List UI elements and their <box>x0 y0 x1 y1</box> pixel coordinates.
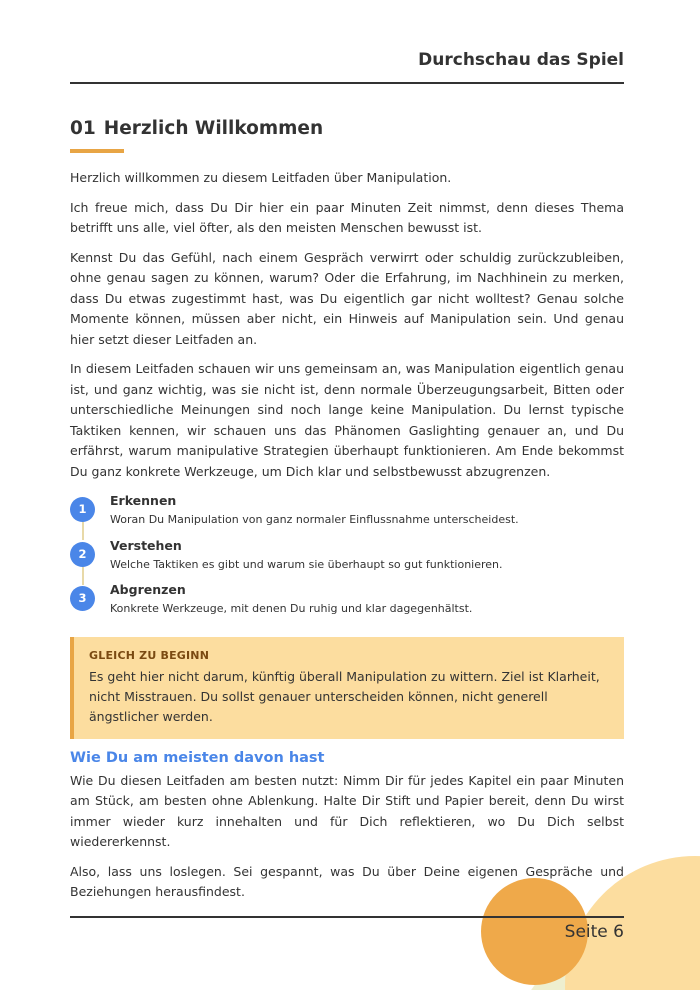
step-number-badge: 1 <box>70 497 95 522</box>
step-title: Erkennen <box>110 493 177 508</box>
step-number-badge: 3 <box>70 586 95 611</box>
running-header: Durchschau das Spiel <box>418 50 624 70</box>
step-item <box>70 494 624 539</box>
header-divider <box>70 82 624 84</box>
page-number: Seite 6 <box>564 922 624 942</box>
callout-label: GLEICH ZU BEGINN <box>89 648 210 662</box>
chapter-number: 01 <box>70 118 96 139</box>
page-content <box>70 168 624 912</box>
footer-divider <box>70 916 624 918</box>
step-item <box>70 539 624 584</box>
section-paragraph-2: Also, lass uns loslegen. Sei gespannt, was Du über Deine eigenen Gespräche und Beziehungen herausfindest. <box>70 863 624 899</box>
step-description: Welche Taktiken es gibt und warum sie überhaupt so gut funktionieren. <box>110 557 503 571</box>
step-number-badge: 2 <box>70 542 95 567</box>
intro-paragraph-3: Kennst Du das Gefühl, nach einem Gespräch verwirrt oder schuldig zurückzubleiben, ohne genau sagen zu können, warum? Oder die Erfahrung, im Nachhinein zu merken, dass Du etwas zugestimmt hast, was Du eigentlich gar nicht wolltest? Genau solche Momente können, müssen aber nicht, ein Hinweis auf Manipulation sein. Und genau hier setzt dieser Leitfaden an. <box>70 249 624 347</box>
step-title: Verstehen <box>110 537 182 553</box>
intro-paragraph-1: Herzlich willkommen zu diesem Leitfaden über Manipulation. <box>70 170 452 185</box>
step-item <box>70 583 624 628</box>
intro-paragraph-2: Ich freue mich, dass Du Dir hier ein paar Minuten Zeit nimmst, denn dieses Thema betrifft uns alle, viel öfter, als den meisten Menschen bewusst ist. <box>70 199 624 235</box>
section-paragraph-1: Wie Du diesen Leitfaden am besten nutzt: Nimm Dir für jedes Kapitel ein paar Minuten am Stück, am besten ohne Ablenkung. Halte Dir Stift und Papier bereit, denn Du wirst immer wieder kurz innehalten und für Dich reflektieren, wo Du Dich selbst wiedererkennst. <box>70 772 624 849</box>
chapter-title-text: Herzlich Willkommen <box>103 118 324 139</box>
callout-text: Es geht hier nicht darum, künftig überall Manipulation zu wittern. Ziel ist Klarheit, nicht Misstrauen. Du sollst genauer unterscheiden können, nicht generell ängstlicher werden. <box>89 668 600 724</box>
chapter-title-underline <box>70 149 124 153</box>
step-description: Woran Du Manipulation von ganz normaler Einflussnahme unterscheidest. <box>110 513 519 526</box>
intro-paragraph-4: In diesem Leitfaden schauen wir uns gemeinsam an, was Manipulation eigentlich genau ist, und ganz wichtig, was sie nicht ist, denn normale Überzeugungsarbeit, Bitten oder unterschiedliche Meinungen sind noch lange keine Manipulation. Du lernst typische Taktiken kennen, wir schauen uns das Phänomen Gaslighting genauer an, und Du erfährst, warum manipulative Strategien überhaupt funktionieren. Am Ende bekommst Du ganz konkrete Werkzeuge, um Dich klar und selbstbewusst abzugrenzen. <box>70 361 624 479</box>
section-heading: Wie Du am meisten davon hast <box>70 749 325 766</box>
callout-box <box>70 637 624 739</box>
chapter-title <box>70 118 323 139</box>
step-description: Konkrete Werkzeuge, mit denen Du ruhig und klar dagegenhältst. <box>110 602 473 615</box>
step-list <box>70 494 624 628</box>
step-title: Abgrenzen <box>110 582 186 597</box>
